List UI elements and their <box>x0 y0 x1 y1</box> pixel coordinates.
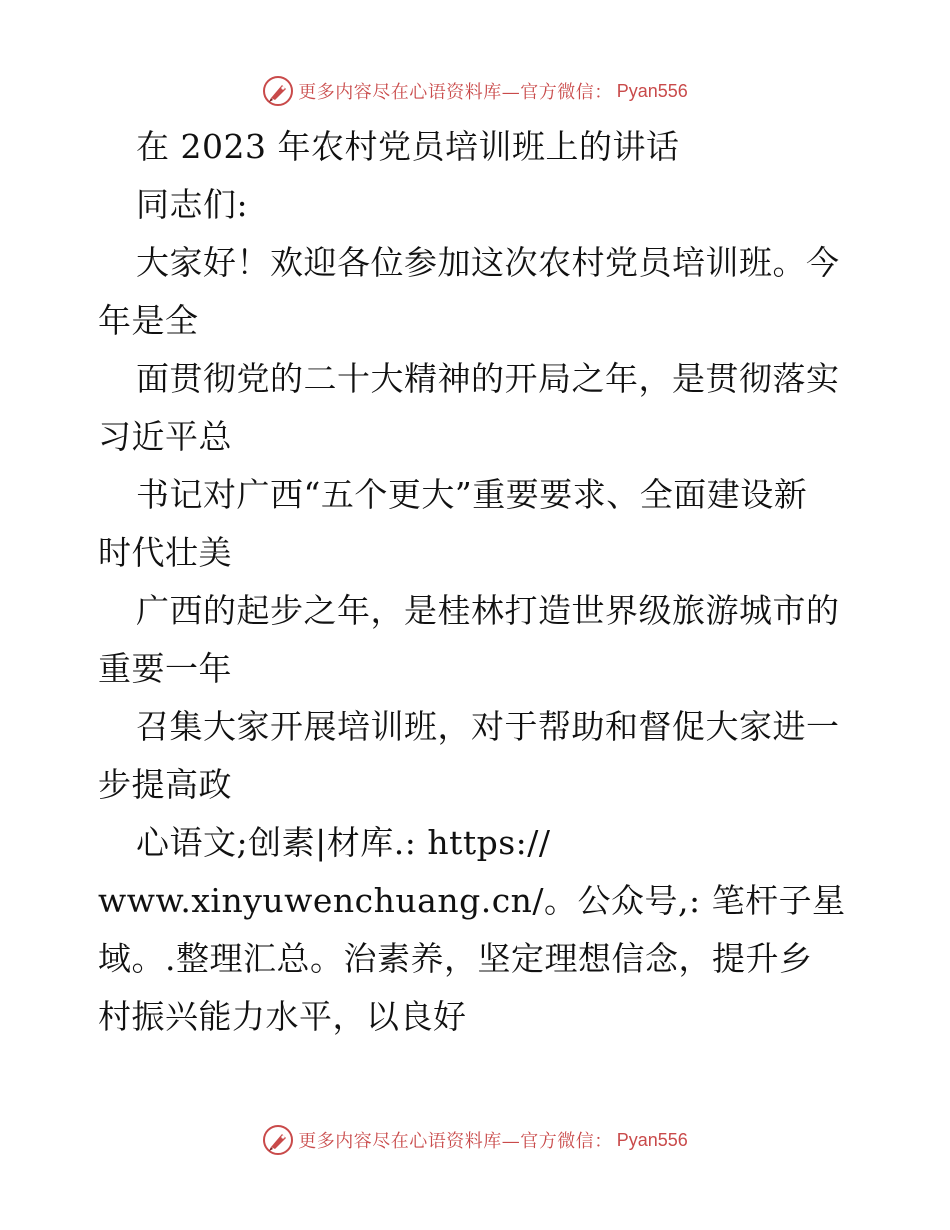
paragraph-line: 域。.整理汇总。治素养，坚定理想信念，提升乡 <box>98 939 813 978</box>
paragraph-line: 步提高政 <box>98 765 232 804</box>
paragraph-line: 村振兴能力水平，以良好 <box>98 997 467 1036</box>
banner-text: 更多内容尽在心语资料库—官方微信： <box>298 82 613 103</box>
paragraph-line: 习近平总 <box>98 417 232 456</box>
salutation: 同志们: <box>136 185 249 224</box>
paragraph-line: 心语文;创素|材库.: https:// <box>136 823 551 862</box>
paragraph-line: 大家好！欢迎各位参加这次农村党员培训班。今 <box>136 243 840 282</box>
header-banner <box>0 71 950 111</box>
banner-wechat-id: Pyan556 <box>616 80 688 101</box>
paragraph-line: 时代壮美 <box>98 533 232 572</box>
pen-nib-logo-icon <box>262 1124 294 1156</box>
banner-wechat-id: Pyan556 <box>616 1129 688 1150</box>
paragraph-line: 书记对广西“五个更大”重要要求、全面建设新 <box>136 475 808 514</box>
paragraph-line: 广西的起步之年，是桂林打造世界级旅游城市的 <box>136 591 840 630</box>
paragraph-line: 面贯彻党的二十大精神的开局之年，是贯彻落实 <box>136 359 840 398</box>
document-body <box>98 118 858 1046</box>
paragraph-line: www.xinyuwenchuang.cn/。公众号,: 笔杆子星 <box>98 881 846 920</box>
banner-text: 更多内容尽在心语资料库—官方微信： <box>298 1131 613 1152</box>
paragraph-line: 年是全 <box>98 301 199 340</box>
paragraph-line: 重要一年 <box>98 649 232 688</box>
document-title: 在 2023 年农村党员培训班上的讲话 <box>136 127 680 166</box>
pen-nib-logo-icon <box>262 75 294 107</box>
footer-banner <box>0 1120 950 1160</box>
paragraph-line: 召集大家开展培训班，对于帮助和督促大家进一 <box>136 707 840 746</box>
